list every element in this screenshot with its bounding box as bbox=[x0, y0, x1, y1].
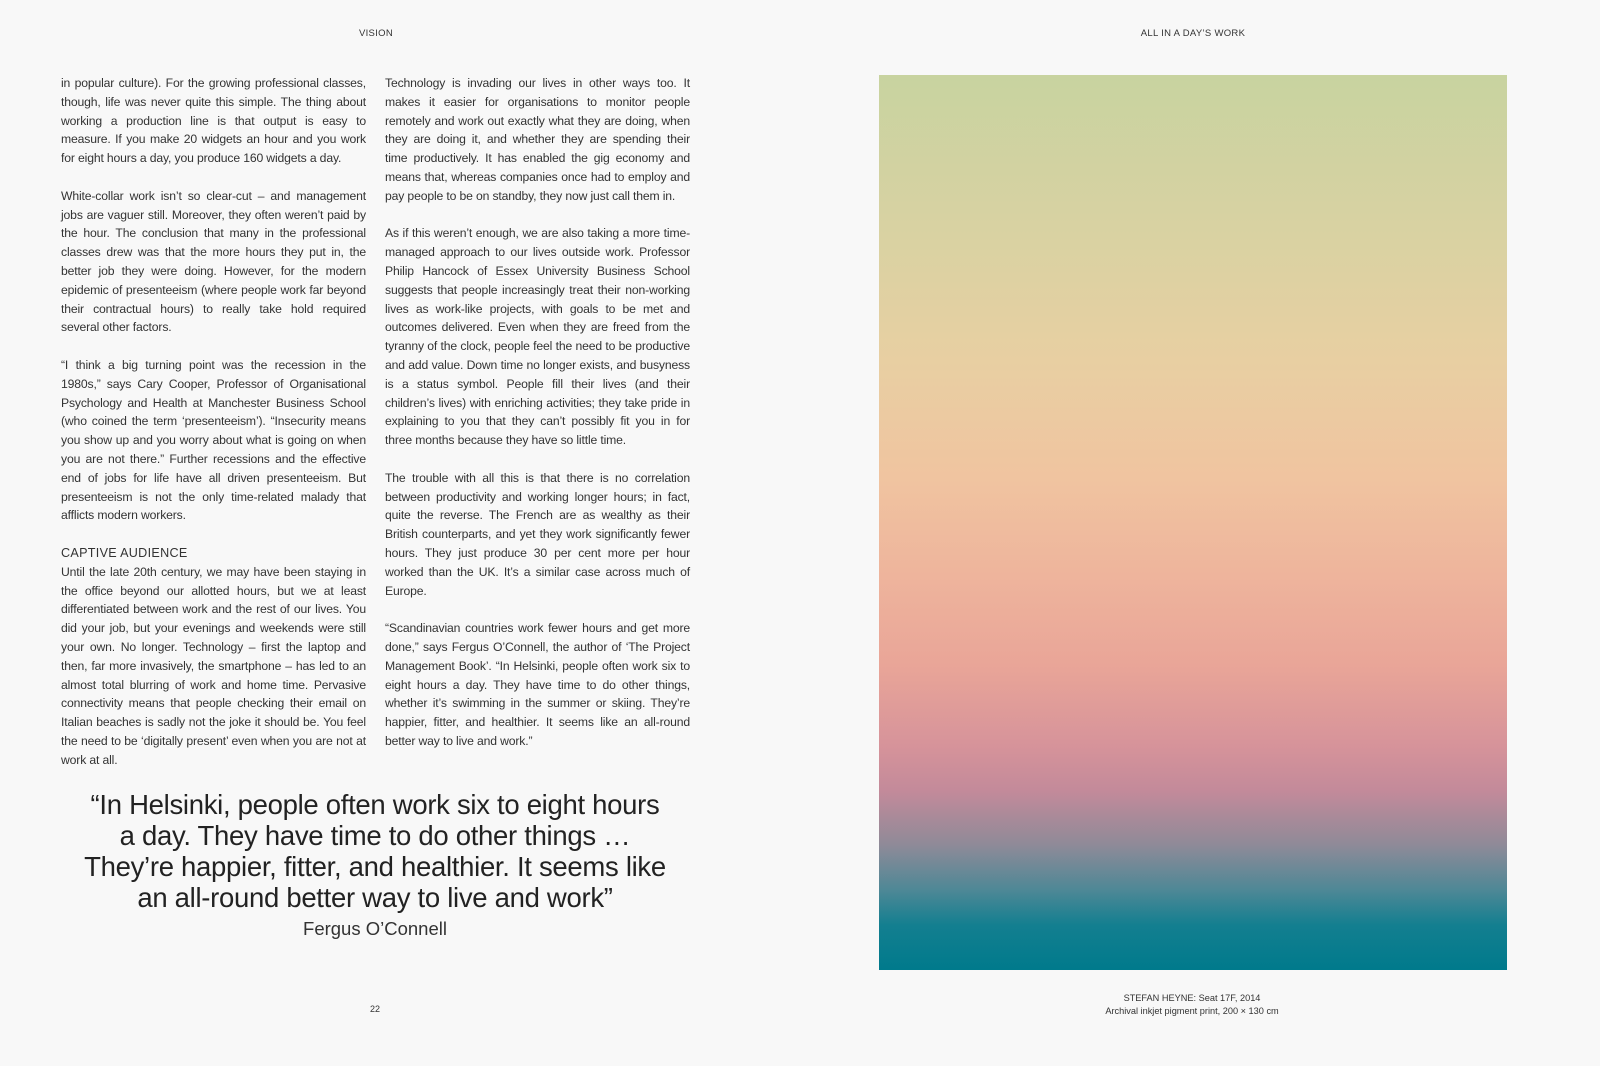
paragraph: Until the late 20th century, we may have been staying in the office beyond our allotted hours, but we at least differentiated between work and the rest of our lives. You did your job, but your evenings and weekends were still your own. No longer. Technology – first the laptop and then, far more invasively, the smartphone – has led to an almost total blurring of work and home time. Pervasive connectivity means that people checking their email on Italian beaches is sadly not the joke it should be. You feel the need to be ‘digitally present’ even when you are not at work at all. bbox=[61, 564, 366, 767]
article-column-1 bbox=[61, 74, 366, 788]
pull-quote-line: “In Helsinki, people often work six to eight hours bbox=[90, 789, 660, 820]
artwork-caption bbox=[1042, 992, 1342, 1017]
paragraph: “I think a big turning point was the recession in the 1980s,” says Cary Cooper, Professor of Organisational Psychology and Health at Manchester Business School (who coined the term ‘presenteeism’). “Insecurity means you show up and you worry about what is going on when you are not there.” Further recessions and the effective end of jobs for life have all driven presenteeism. But presenteeism is not the only time-related malady that afflicts modern workers. bbox=[61, 357, 366, 523]
article-column-2 bbox=[385, 74, 690, 769]
subheading: CAPTIVE AUDIENCE bbox=[61, 545, 188, 560]
pull-quote-line: a day. They have time to do other things … bbox=[119, 820, 631, 851]
pull-quote-line: They’re happier, fitter, and healthier. It seems like bbox=[84, 851, 666, 882]
gradient-artwork bbox=[879, 75, 1507, 970]
running-head-right: ALL IN A DAY’S WORK bbox=[1140, 28, 1246, 39]
caption-title: STEFAN HEYNE: Seat 17F, 2014 bbox=[1123, 993, 1261, 1003]
caption-medium: Archival inkjet pigment print, 200 × 130 cm bbox=[1105, 1005, 1279, 1016]
paragraph: “Scandinavian countries work fewer hours and get more done,” says Fergus O’Connell, the author of ‘The Project Management Book’. “In Helsinki, people often work six to eight hours a day. They have time to do other things, whether it’s swimming in the summer or skiing. They’re happier, fitter, and healthier. It seems like an all-round better way to live and work.” bbox=[385, 621, 690, 748]
paragraph: White-collar work isn’t so clear-cut – and management jobs are vaguer still. Moreover, they often weren’t paid by the hour. The conclusion that many in the professional classes drew was that the more hours they put in, the better job they were doing. However, for the modern epidemic of presenteeism (where people work far beyond their contractual hours) to really take hold required several other factors. bbox=[61, 188, 366, 335]
pull-quote-line: an all-round better way to live and work” bbox=[137, 882, 613, 913]
pull-quote-attribution: Fergus O’Connell bbox=[303, 918, 447, 939]
paragraph: Technology is invading our lives in other ways too. It makes it easier for organisations to monitor people remotely and work out exactly what they are doing, when they are doing it, and whether they are spending their time productively. It has enabled the gig economy and means that, whereas companies once had to employ and pay people to be on standby, they now just call them in. bbox=[385, 76, 690, 203]
paragraph: in popular culture). For the growing professional classes, though, life was never quite this simple. The thing about working a production line is that output is easy to measure. If you make 20 widgets an hour and you work for eight hours a day, you produce 160 widgets a day. bbox=[61, 76, 366, 166]
paragraph: As if this weren’t enough, we are also taking a more time-managed approach to our lives outside work. Professor Philip Hancock of Essex University Business School suggests that people increasingly treat their non-working lives as work-like projects, with goals to be met and outcomes delivered. Even when they are freed from the tyranny of the clock, people feel the need to be productive and add value. Down time no longer exists, and busyness is a status symbol. People fill their lives (and their children’s lives) with enriching activities; they take pride in explaining to you that they can’t possibly fit you in for three months because they have so little time. bbox=[385, 226, 690, 448]
pull-quote bbox=[75, 789, 675, 913]
paragraph: The trouble with all this is that there is no correlation between productivity and working longer hours; in fact, quite the reverse. The French are as wealthy as their British counterparts, and yet they work significantly fewer hours. They just produce 30 per cent more per hour worked than the UK. It’s a similar case across much of Europe. bbox=[385, 470, 690, 598]
running-head-left: VISION bbox=[358, 28, 393, 39]
page-number: 22 bbox=[369, 1004, 380, 1014]
